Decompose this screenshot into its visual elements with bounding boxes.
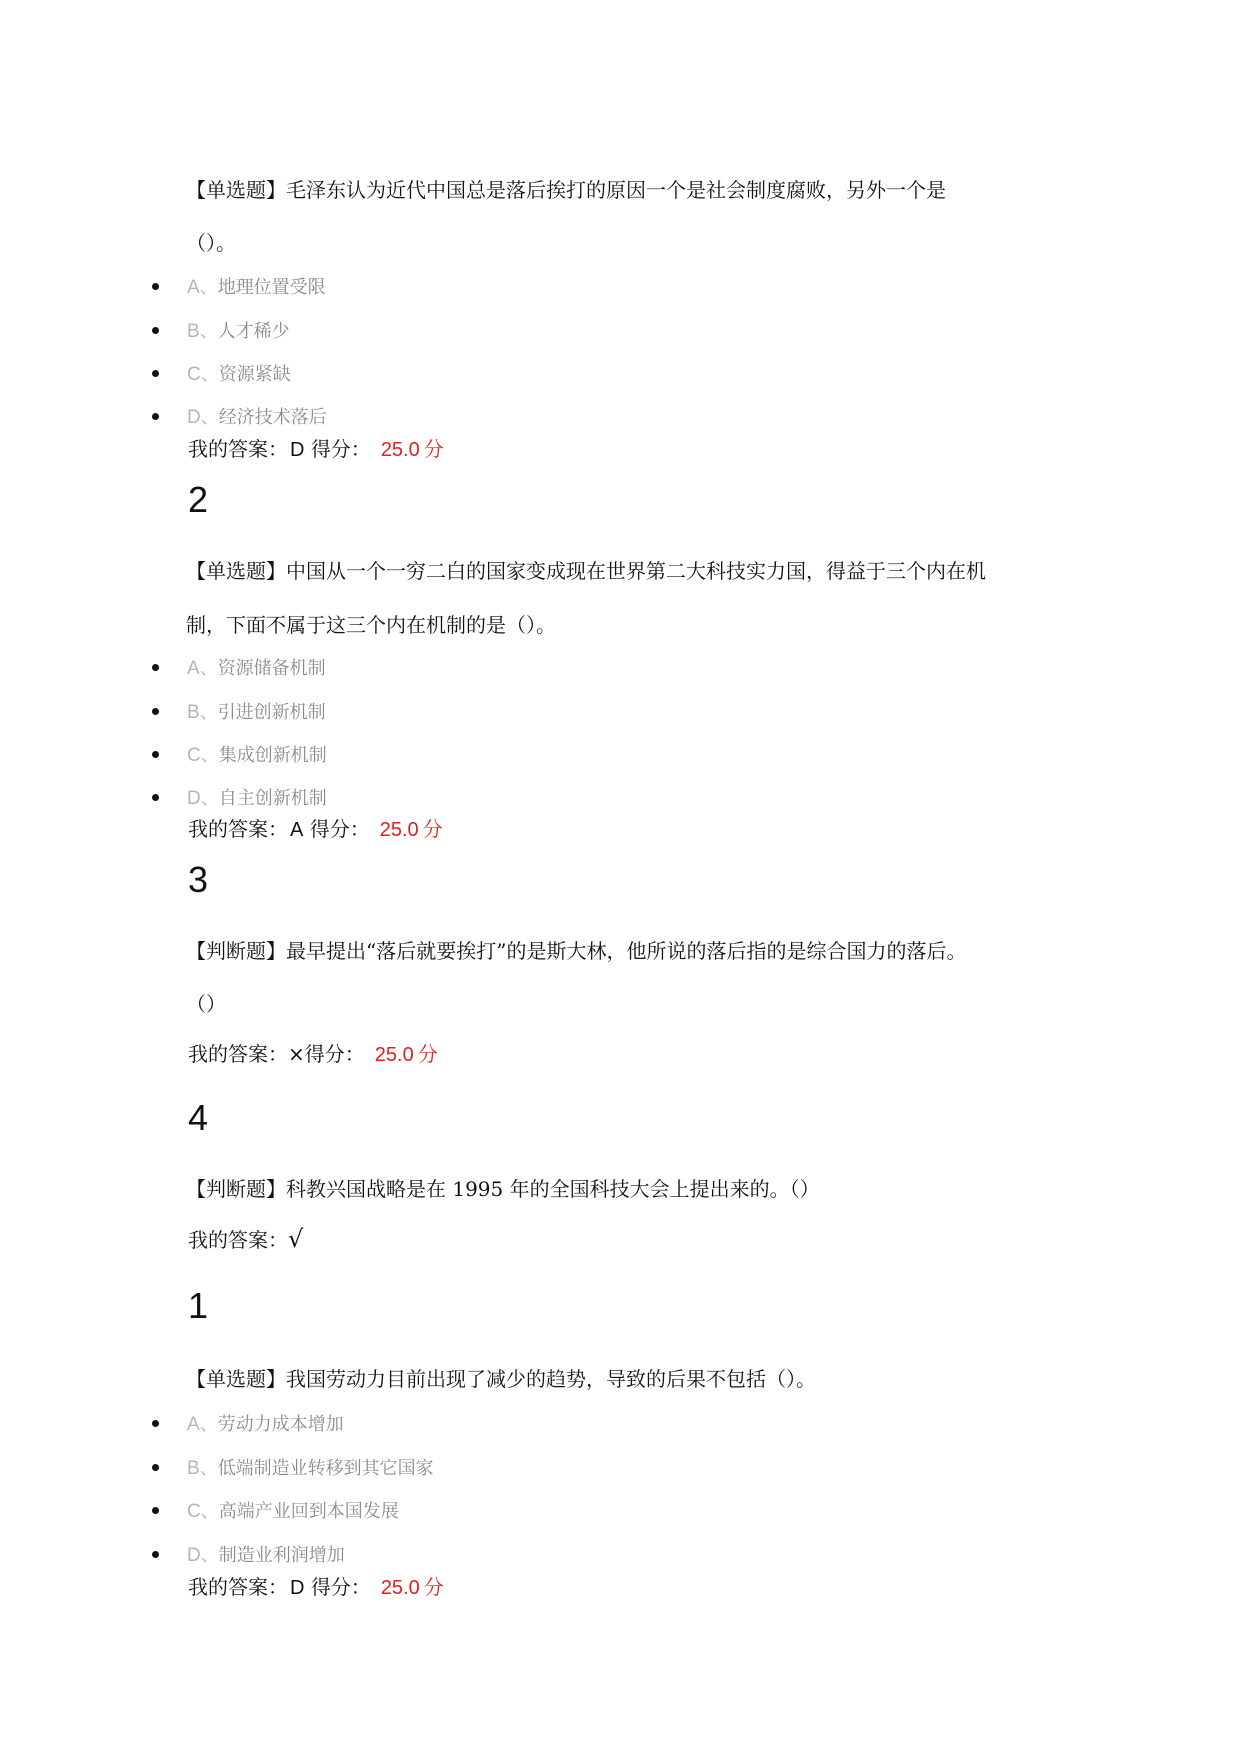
question-2-option-b: B、引进创新机制 bbox=[152, 701, 326, 725]
question-4-answer bbox=[188, 1226, 303, 1253]
option-text: 资源储备机制 bbox=[217, 658, 326, 679]
bullet-icon bbox=[152, 327, 159, 334]
option-letter: D bbox=[187, 407, 201, 428]
score-unit: 分 bbox=[417, 1042, 438, 1066]
question-1-option-a: A、地理位置受限 bbox=[152, 276, 326, 300]
question-1-answer bbox=[188, 436, 444, 463]
answer-label: 我的答案： bbox=[188, 437, 288, 461]
question-1-option-c: C、资源紧缺 bbox=[152, 363, 291, 387]
question-1-option-d: D、经济技术落后 bbox=[152, 406, 327, 430]
answer-label: 我的答案： bbox=[188, 1575, 288, 1599]
option-letter: C bbox=[187, 1501, 201, 1522]
option-text: 资源紧缺 bbox=[218, 364, 291, 385]
bullet-icon bbox=[152, 664, 159, 671]
bullet-icon bbox=[152, 413, 159, 420]
question-5-answer bbox=[188, 1574, 444, 1601]
option-text: 低端制造业转移到其它国家 bbox=[217, 1458, 434, 1479]
answer-value: A bbox=[290, 819, 304, 841]
option-letter: C bbox=[187, 745, 201, 766]
question-5-number: 1 bbox=[188, 1285, 209, 1326]
option-text: 高端产业回到本国发展 bbox=[218, 1501, 399, 1522]
bullet-icon bbox=[152, 1507, 159, 1514]
question-2-number: 2 bbox=[188, 479, 209, 520]
option-text: 劳动力成本增加 bbox=[217, 1414, 344, 1435]
question-2-option-a: A、资源储备机制 bbox=[152, 657, 326, 681]
bullet-icon bbox=[152, 1420, 159, 1427]
bullet-icon bbox=[152, 708, 159, 715]
option-text: 地理位置受限 bbox=[217, 277, 326, 298]
score-unit: 分 bbox=[422, 817, 443, 841]
question-5-option-d: D、制造业利润增加 bbox=[152, 1544, 345, 1568]
option-letter: B bbox=[187, 1458, 200, 1479]
answer-label: 我的答案： bbox=[188, 1228, 288, 1252]
option-letter: A bbox=[187, 277, 200, 298]
score-value: 25.0 bbox=[374, 1044, 414, 1066]
bullet-icon bbox=[152, 370, 159, 377]
score-label: 得分： bbox=[304, 1042, 365, 1066]
question-3-text-line-2: （） bbox=[186, 992, 226, 1016]
score-label: 得分： bbox=[310, 1575, 371, 1599]
bullet-icon bbox=[152, 751, 159, 758]
score-label: 得分： bbox=[309, 817, 370, 841]
score-label: 得分： bbox=[310, 437, 371, 461]
question-2-option-d: D、自主创新机制 bbox=[152, 787, 327, 811]
option-letter: C bbox=[187, 364, 201, 385]
question-2-text-line-2: 制，下面不属于这三个内在机制的是（）。 bbox=[186, 613, 556, 637]
option-text: 自主创新机制 bbox=[218, 788, 327, 809]
option-text: 人才稀少 bbox=[217, 321, 290, 342]
question-1-text-line-2: （）。 bbox=[186, 231, 236, 255]
answer-value: D bbox=[290, 439, 305, 461]
option-text: 经济技术落后 bbox=[218, 407, 327, 428]
question-2-option-c: C、集成创新机制 bbox=[152, 744, 327, 768]
question-3-answer bbox=[188, 1041, 438, 1068]
answer-label: 我的答案： bbox=[188, 1042, 288, 1066]
bullet-icon bbox=[152, 794, 159, 801]
option-text: 制造业利润增加 bbox=[218, 1545, 345, 1566]
answer-value: × bbox=[288, 1042, 305, 1066]
option-letter: A bbox=[187, 1414, 200, 1435]
question-1-option-b: B、人才稀少 bbox=[152, 320, 290, 344]
bullet-icon bbox=[152, 1551, 159, 1558]
question-1-text-line-1: 【单选题】毛泽东认为近代中国总是落后挨打的原因一个是社会制度腐败，另外一个是 bbox=[186, 178, 946, 202]
answer-value: D bbox=[290, 1577, 305, 1599]
question-3-text-line-1: 【判断题】最早提出“落后就要挨打”的是斯大林，他所说的落后指的是综合国力的落后。 bbox=[186, 939, 967, 963]
option-letter: D bbox=[187, 1545, 201, 1566]
option-text: 集成创新机制 bbox=[218, 745, 327, 766]
question-5-option-c: C、高端产业回到本国发展 bbox=[152, 1500, 399, 1524]
option-letter: D bbox=[187, 788, 201, 809]
score-value: 25.0 bbox=[380, 1577, 420, 1599]
question-2-text-line-1: 【单选题】中国从一个一穷二白的国家变成现在世界第二大科技实力国，得益于三个内在机 bbox=[186, 559, 986, 583]
option-letter: B bbox=[187, 702, 200, 723]
option-text: 引进创新机制 bbox=[217, 702, 326, 723]
score-unit: 分 bbox=[423, 437, 444, 461]
question-4-text-line-1: 【判断题】科教兴国战略是在 1995 年的全国科技大会上提出来的。（） bbox=[186, 1177, 820, 1201]
question-5-option-a: A、劳动力成本增加 bbox=[152, 1413, 344, 1437]
score-value: 25.0 bbox=[379, 819, 419, 841]
question-5-text-line-1: 【单选题】我国劳动力目前出现了减少的趋势，导致的后果不包括（）。 bbox=[186, 1367, 816, 1391]
question-3-number: 3 bbox=[188, 859, 209, 900]
question-4-number: 4 bbox=[188, 1097, 209, 1138]
option-letter: A bbox=[187, 658, 200, 679]
bullet-icon bbox=[152, 1464, 159, 1471]
option-letter: B bbox=[187, 321, 200, 342]
answer-value: √ bbox=[288, 1225, 304, 1253]
question-5-option-b: B、低端制造业转移到其它国家 bbox=[152, 1457, 434, 1481]
score-unit: 分 bbox=[423, 1575, 444, 1599]
answer-label: 我的答案： bbox=[188, 817, 288, 841]
bullet-icon bbox=[152, 283, 159, 290]
question-2-answer bbox=[188, 816, 443, 843]
score-value: 25.0 bbox=[380, 439, 420, 461]
